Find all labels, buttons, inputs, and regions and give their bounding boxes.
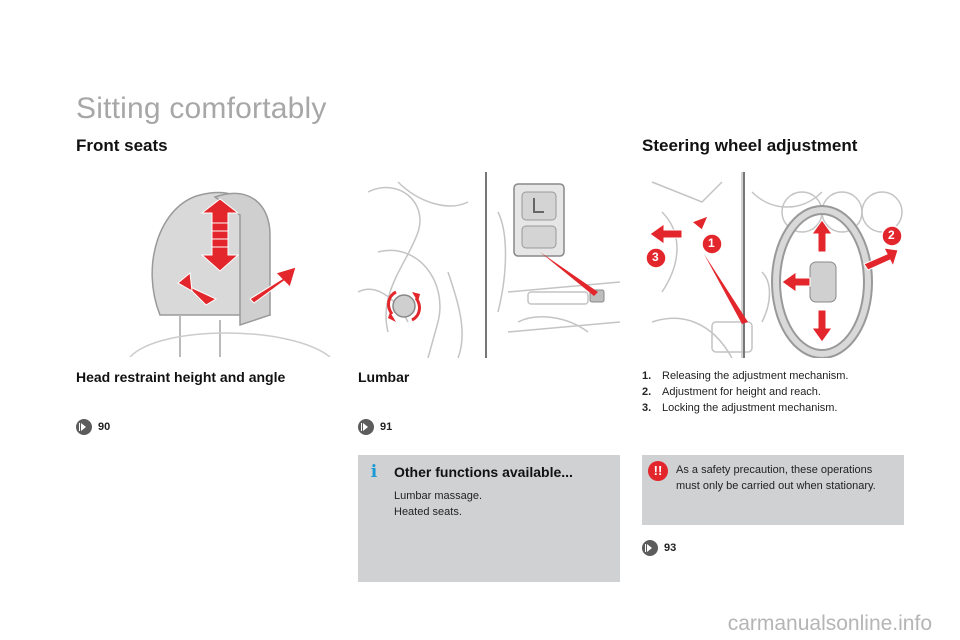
headrest-page-ref[interactable]: 90 [76,419,110,435]
front-seats-heading: Front seats [76,136,168,155]
warning-icon: !! [648,461,668,481]
info-box-title: Other functions available... [394,464,573,480]
callout-1: 1 [708,236,715,250]
page-link-icon [358,419,374,435]
watermark: carmanualsonline.info [727,612,932,635]
info-icon: i [370,462,378,482]
lumbar-illustration [358,172,620,358]
list-item: 3. Locking the adjustment mechanism. [642,402,838,414]
callout-3: 3 [652,250,659,264]
steering-heading: Steering wheel adjustment [642,136,858,155]
headrest-label: Head restraint height and angle [76,369,286,385]
page-link-icon [642,540,658,556]
info-box [358,455,620,582]
info-box-line: Lumbar massage. [394,490,483,502]
list-item: 1. Releasing the adjustment mechanism. [642,370,849,382]
steering-page-ref[interactable]: 93 [642,540,676,556]
info-box-line: Heated seats. [394,506,462,518]
steering-steps-list [642,368,912,416]
warning-box [642,455,904,525]
list-item: 2. Adjustment for height and reach. [642,386,821,398]
callout-2: 2 [888,228,895,242]
lumbar-page-ref[interactable]: 91 [358,419,392,435]
steering-illustration [642,172,904,358]
lumbar-label: Lumbar [358,369,410,385]
headrest-illustration [120,175,340,357]
page-link-icon [76,419,92,435]
warning-text: As a safety precaution, these operations must only be carried out when stationary. [676,464,876,492]
page-title: Sitting comfortably [76,92,327,125]
